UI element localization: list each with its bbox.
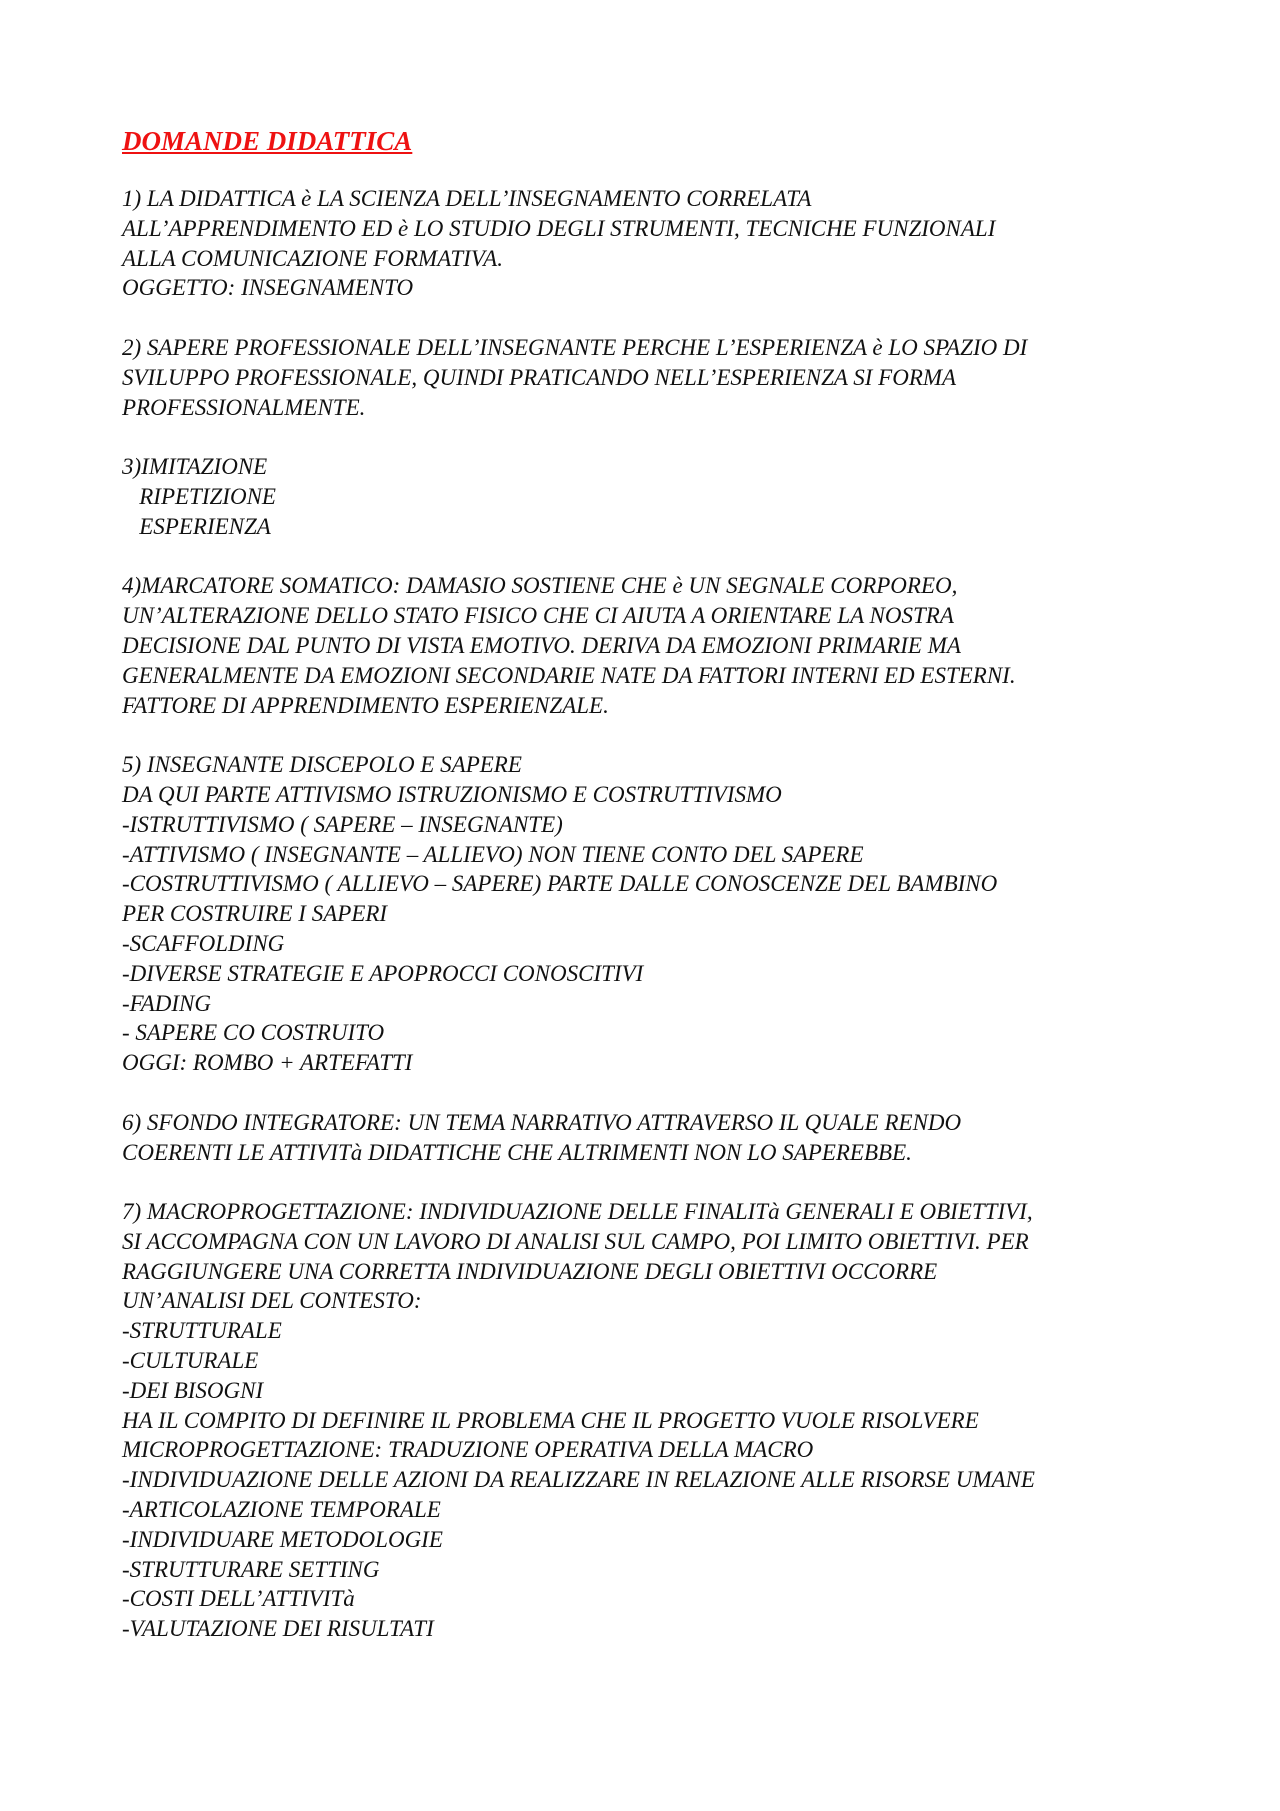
text-line: -ARTICOLAZIONE TEMPORALE (122, 1497, 441, 1523)
text-line: -SCAFFOLDING (122, 930, 285, 956)
text-line: PROFESSIONALMENTE. (122, 394, 366, 420)
text-line: SVILUPPO PROFESSIONALE, QUINDI PRATICANDO NELL’ESPERIENZA SI FORMA (122, 364, 957, 390)
text-line: -INDIVIDUARE METODOLOGIE (122, 1526, 443, 1552)
text-line: 7) MACROPROGETTAZIONE: INDIVIDUAZIONE DELLE FINALITà GENERALI E OBIETTIVI, (122, 1199, 1033, 1225)
text-line: UN’ANALISI DEL CONTESTO: (122, 1288, 422, 1314)
text-line: PER COSTRUIRE I SAPERI (122, 901, 388, 927)
text-line: 6) SFONDO INTEGRATORE: UN TEMA NARRATIVO ATTRAVERSO IL QUALE RENDO (122, 1109, 962, 1135)
text-line: -CULTURALE (122, 1348, 259, 1374)
document-title: DOMANDE DIDATTICA (122, 126, 413, 156)
text-line: MICROPROGETTAZIONE: TRADUZIONE OPERATIVA DELLA MACRO (122, 1437, 814, 1463)
text-line: OGGI: ROMBO + ARTEFATTI (122, 1050, 413, 1076)
question-block (122, 1108, 1182, 1168)
text-line: SI ACCOMPAGNA CON UN LAVORO DI ANALISI SUL CAMPO, POI LIMITO OBIETTIVI. PER (122, 1228, 1029, 1254)
question-block (122, 571, 1182, 720)
text-line: -DEI BISOGNI (122, 1377, 264, 1403)
text-line: -DIVERSE STRATEGIE E APOPROCCI CONOSCITIVI (122, 960, 644, 986)
text-line: -INDIVIDUAZIONE DELLE AZIONI DA REALIZZARE IN RELAZIONE ALLE RISORSE UMANE (122, 1467, 1035, 1493)
text-line: COERENTI LE ATTIVITà DIDATTICHE CHE ALTRIMENTI NON LO SAPEREBBE. (122, 1139, 912, 1165)
text-line: -COSTRUTTIVISMO ( ALLIEVO – SAPERE) PARTE DALLE CONOSCENZE DEL BAMBINO (122, 871, 998, 897)
text-line: UN’ALTERAZIONE DELLO STATO FISICO CHE CI AIUTA A ORIENTARE LA NOSTRA (122, 603, 954, 629)
text-line: -FADING (122, 990, 212, 1016)
text-line: ALLA COMUNICAZIONE FORMATIVA. (122, 245, 503, 271)
text-line: 3)IMITAZIONE (122, 454, 268, 480)
text-line: RIPETIZIONE (122, 483, 276, 509)
question-block (122, 184, 1182, 303)
text-line: ALL’APPRENDIMENTO ED è LO STUDIO DEGLI STRUMENTI, TECNICHE FUNZIONALI (122, 215, 996, 241)
text-line: ESPERIENZA (122, 513, 271, 539)
text-line: RAGGIUNGERE UNA CORRETTA INDIVIDUAZIONE DEGLI OBIETTIVI OCCORRE (122, 1258, 938, 1284)
text-line: -COSTI DELL’ATTIVITà (122, 1586, 355, 1612)
text-line: OGGETTO: INSEGNAMENTO (122, 275, 414, 301)
text-line: -ATTIVISMO ( INSEGNANTE – ALLIEVO) NON TIENE CONTO DEL SAPERE (122, 841, 864, 867)
text-line: - SAPERE CO COSTRUITO (122, 1020, 385, 1046)
text-line: -STRUTTURARE SETTING (122, 1556, 380, 1582)
question-block (122, 333, 1182, 422)
document-page (122, 124, 1182, 1674)
question-block (122, 750, 1182, 1078)
question-block (122, 452, 1182, 541)
text-line: 5) INSEGNANTE DISCEPOLO E SAPERE (122, 752, 522, 778)
text-line: DA QUI PARTE ATTIVISMO ISTRUZIONISMO E COSTRUTTIVISMO (122, 781, 782, 807)
text-line: GENERALMENTE DA EMOZIONI SECONDARIE NATE DA FATTORI INTERNI ED ESTERNI. (122, 662, 1016, 688)
text-line: 4)MARCATORE SOMATICO: DAMASIO SOSTIENE CHE è UN SEGNALE CORPOREO, (122, 573, 958, 599)
text-line: -VALUTAZIONE DEI RISULTATI (122, 1616, 434, 1642)
text-line: 1) LA DIDATTICA è LA SCIENZA DELL’INSEGNAMENTO CORRELATA (122, 186, 812, 211)
document-body (122, 184, 1182, 1644)
text-line: HA IL COMPITO DI DEFINIRE IL PROBLEMA CHE IL PROGETTO VUOLE RISOLVERE (122, 1407, 979, 1433)
text-line: DECISIONE DAL PUNTO DI VISTA EMOTIVO. DERIVA DA EMOZIONI PRIMARIE MA (122, 632, 961, 658)
question-block (122, 1197, 1182, 1644)
text-line: FATTORE DI APPRENDIMENTO ESPERIENZALE. (122, 692, 609, 718)
text-line: -ISTRUTTIVISMO ( SAPERE – INSEGNANTE) (122, 811, 563, 837)
text-line: 2) SAPERE PROFESSIONALE DELL’INSEGNANTE PERCHE L’ESPERIENZA è LO SPAZIO DI (122, 334, 1028, 360)
text-line: -STRUTTURALE (122, 1318, 282, 1344)
